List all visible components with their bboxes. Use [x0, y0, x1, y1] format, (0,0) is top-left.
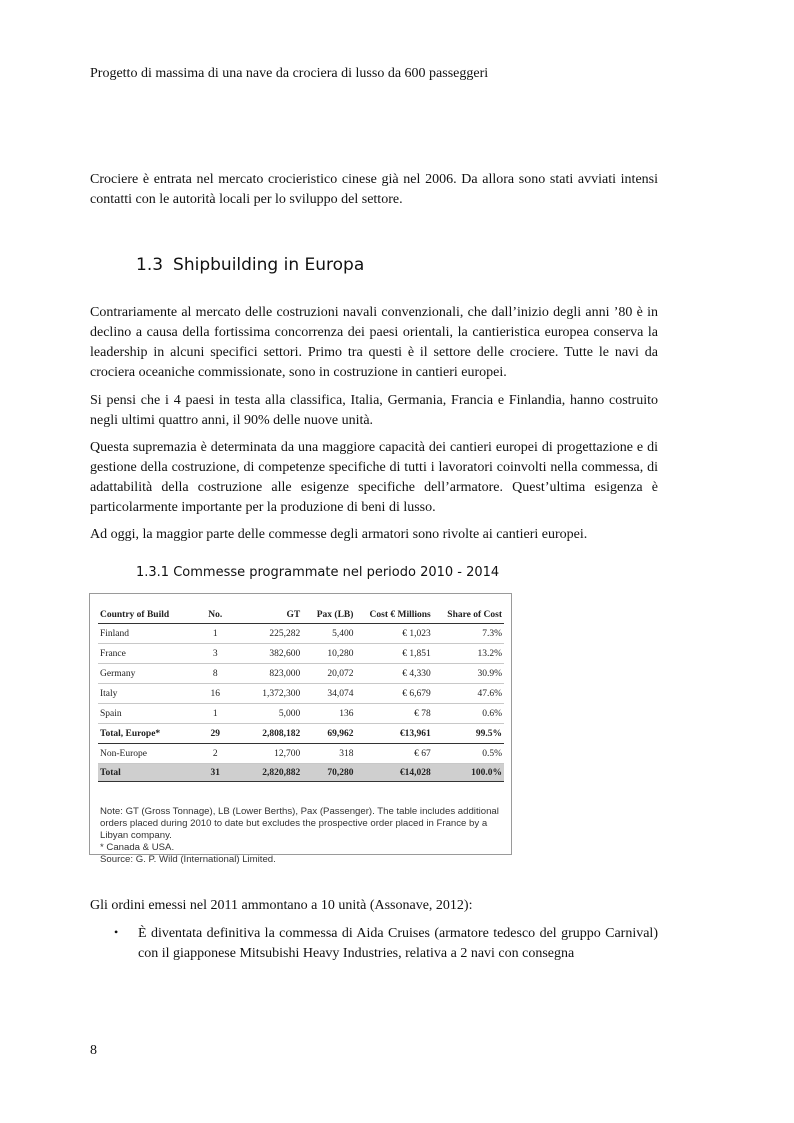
table-row: [98, 624, 504, 644]
table-cell: 16: [196, 684, 234, 704]
table-cell: 31: [196, 764, 234, 782]
table-cell: 69,962: [302, 724, 355, 744]
column-header: Pax (LB): [302, 610, 355, 624]
table-cell: 1: [196, 704, 234, 724]
table-cell: € 1,023: [355, 624, 432, 644]
paragraph-supremacy: Questa supremazia è determinata da una maggiore capacità dei cantieri europei di progettazione e di gestione della costruzione, di competenze specifiche di tutti i lavoratori coinvolti nella commessa, di adattabilità della costruzione alle esigenze specifiche dell’armatore. Quest’ultima esigenza è particolarmente importante per la produzione di beni di lusso.: [90, 440, 658, 515]
table-header-row: [98, 610, 504, 624]
table-cell: 318: [302, 744, 355, 764]
column-header: Country of Build: [98, 610, 196, 624]
table-cell: Finland: [98, 624, 196, 644]
orders-table-figure: [89, 593, 512, 865]
table-cell: 34,074: [302, 684, 355, 704]
section-heading: [136, 255, 364, 275]
bullet-item: È diventata definitiva la commessa di Aida Cruises (armatore tedesco del gruppo Carnival) con il giapponese Mitsubishi Heavy Industries, relativa a 2 navi con consegna: [138, 926, 658, 961]
table-cell: 5,000: [234, 704, 302, 724]
table-cell: €13,961: [355, 724, 432, 744]
table-row: [98, 684, 504, 704]
paragraph-shipbuilding: Contrariamente al mercato delle costruzioni navali convenzionali, che dall’inizio degli anni ’80 è in declino a causa della fortissima concorrenza dei paesi orientali, la cantieristica europea conserva la leadership in alcuni specifici settori. Primo tra questi è il settore delle crociere. Tutte le navi da crociera oceaniche commissionate, sono in costruzione in cantieri europei.: [90, 305, 658, 380]
table-cell: Total, Europe*: [98, 724, 196, 744]
paragraph-intro: Crociere è entrata nel mercato crocieristico cinese già nel 2006. Da allora sono stati avviati intensi contatti con le autorità locali per lo sviluppo del settore.: [90, 172, 658, 207]
table-cell: 70,280: [302, 764, 355, 782]
table-note: Note: GT (Gross Tonnage), LB (Lower Berths), Pax (Passenger). The table includes additional orders placed during 2010 to date but excludes the prospective order placed in France by a Libyan company.: [100, 806, 499, 841]
table-note-footnote: * Canada & USA.: [100, 842, 175, 853]
table-cell: 225,282: [234, 624, 302, 644]
table-cell: 382,600: [234, 644, 302, 664]
table-notes: [100, 806, 505, 866]
table-cell: Italy: [98, 684, 196, 704]
table-cell: 0.6%: [433, 704, 504, 724]
table-cell: 7.3%: [433, 624, 504, 644]
table-cell: 30.9%: [433, 664, 504, 684]
table-cell: 3: [196, 644, 234, 664]
paragraph-orders: Ad oggi, la maggior parte delle commesse degli armatori sono rivolte ai cantieri europei.: [90, 527, 588, 542]
table-row-total: [98, 764, 504, 782]
table-cell: 47.6%: [433, 684, 504, 704]
table-cell: 136: [302, 704, 355, 724]
table-row-subtotal: [98, 724, 504, 744]
table-cell: Spain: [98, 704, 196, 724]
table-row: [98, 644, 504, 664]
table-cell: € 1,851: [355, 644, 432, 664]
section-number: 1.3: [136, 255, 164, 275]
table-cell: 12,700: [234, 744, 302, 764]
table-source: Source: G. P. Wild (International) Limited.: [100, 854, 276, 865]
table-row: [98, 744, 504, 764]
paragraph-orders-2011: Gli ordini emessi nel 2011 ammontano a 10 unità (Assonave, 2012):: [90, 898, 473, 913]
table-cell: 10,280: [302, 644, 355, 664]
table-cell: 2: [196, 744, 234, 764]
bullet-icon: •: [114, 925, 119, 939]
table-cell: € 4,330: [355, 664, 432, 684]
page-header-title: Progetto di massima di una nave da crociera di lusso da 600 passeggeri: [90, 66, 489, 81]
page-number: 8: [90, 1043, 97, 1058]
table-cell: Total: [98, 764, 196, 782]
table-cell: € 67: [355, 744, 432, 764]
column-header: Share of Cost: [433, 610, 504, 624]
table-cell: €14,028: [355, 764, 432, 782]
table-cell: € 78: [355, 704, 432, 724]
table-cell: 13.2%: [433, 644, 504, 664]
section-title: Shipbuilding in Europa: [173, 255, 365, 275]
table-row: [98, 704, 504, 724]
table-cell: 823,000: [234, 664, 302, 684]
column-header: GT: [234, 610, 302, 624]
table-cell: 8: [196, 664, 234, 684]
table-cell: 100.0%: [433, 764, 504, 782]
column-header: No.: [196, 610, 234, 624]
table-cell: 2,808,182: [234, 724, 302, 744]
table-cell: 29: [196, 724, 234, 744]
paragraph-countries: Si pensi che i 4 paesi in testa alla classifica, Italia, Germania, Francia e Finlandia, hanno costruito negli ultimi quattro anni, il 90% delle nuove unità.: [90, 393, 658, 428]
table-cell: 1: [196, 624, 234, 644]
table-cell: France: [98, 644, 196, 664]
column-header: Cost € Millions: [355, 610, 432, 624]
table-cell: 20,072: [302, 664, 355, 684]
orders-table: [98, 610, 504, 782]
table-cell: 2,820,882: [234, 764, 302, 782]
table-cell: € 6,679: [355, 684, 432, 704]
table-row: [98, 664, 504, 684]
table-cell: 0.5%: [433, 744, 504, 764]
table-cell: 5,400: [302, 624, 355, 644]
table-caption: 1.3.1 Commesse programmate nel periodo 2010 - 2014: [136, 565, 500, 580]
table-cell: Germany: [98, 664, 196, 684]
table-cell: 1,372,300: [234, 684, 302, 704]
table-cell: Non-Europe: [98, 744, 196, 764]
table-cell: 99.5%: [433, 724, 504, 744]
